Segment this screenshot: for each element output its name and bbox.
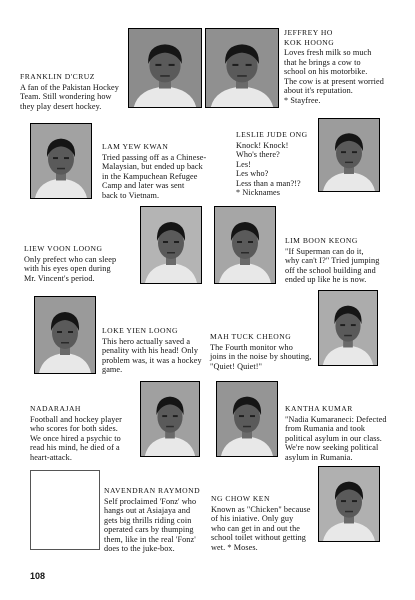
right-eye <box>169 64 175 66</box>
photo-leslie <box>318 118 380 192</box>
page-number: 108 <box>30 571 46 581</box>
entry-navendran <box>104 486 200 554</box>
caption-line: ended up like he is now. <box>285 275 367 284</box>
right-eye <box>352 151 357 153</box>
caption-line: "If Superman can do it, <box>285 246 364 256</box>
right-eye <box>351 324 356 326</box>
entry-lam <box>102 142 206 200</box>
caption-line: Only prefect who can sleep <box>24 254 117 264</box>
caption-line: "Quiet! Quiet!" <box>210 361 263 371</box>
caption-line: why can't I?" Tried jumping <box>285 256 380 265</box>
caption-line: Tried passing off as a Chinese- <box>102 152 207 162</box>
entry-liew <box>24 244 116 283</box>
photo-liew <box>140 206 202 284</box>
caption-line: political asylum in our class. <box>285 433 382 443</box>
left-eye <box>163 241 168 243</box>
mouth <box>160 75 170 77</box>
student-name: LAM YEW KWAN <box>102 142 169 151</box>
entry-mah <box>210 332 311 371</box>
caption-line: they play desert hockey. <box>20 101 102 111</box>
entry-ng <box>211 494 311 552</box>
right-eye <box>68 331 73 333</box>
portrait-image <box>35 297 95 373</box>
student-name: NG CHOW KEN <box>211 494 270 503</box>
caption-line: off the school building and <box>285 265 376 275</box>
right-eye <box>173 415 178 417</box>
entry-leslie <box>236 130 308 198</box>
left-eye <box>239 415 244 417</box>
entry-franklin <box>20 72 119 111</box>
student-name: LIM BOON KEONG <box>285 236 358 245</box>
left-eye <box>232 64 238 66</box>
caption-line: does to the juke-box. <box>104 544 175 553</box>
right-eye <box>246 64 252 66</box>
mouth <box>243 426 251 427</box>
caption-line: wet. * Moses. <box>211 542 258 552</box>
caption-line: about it's reputation. <box>284 86 353 95</box>
caption-line: game. <box>102 365 123 374</box>
caption-line: We're now seeking political <box>285 443 379 452</box>
portrait-image <box>319 119 379 191</box>
entry-kantha <box>285 404 387 462</box>
mouth <box>344 335 352 336</box>
caption-line: who can get in and out the <box>211 523 301 533</box>
caption-line: of his iniative. Only guy <box>211 514 294 523</box>
photo-loke <box>34 296 96 374</box>
student-name: LOKE YIEN LOONG <box>102 326 178 335</box>
caption-line: Who's there? <box>236 150 280 159</box>
photo-mah <box>318 290 378 366</box>
caption-line: Team. Still wondering how <box>20 92 112 101</box>
caption-line: Malaysian, but ended up back <box>102 162 203 171</box>
caption-line: Mr. Vincent's period. <box>24 273 95 283</box>
caption-line: them, like in the real 'Fonz' <box>104 534 196 544</box>
caption-line: Knock! Knock! <box>236 140 289 150</box>
student-name: KANTHA KUMAR <box>285 404 353 413</box>
caption-line: "Nadia Kumaraneci: Defected <box>285 414 387 424</box>
portrait-image <box>129 29 201 107</box>
caption-line: from Rumania and took <box>285 424 366 433</box>
caption-line: Self proclaimed 'Fonz' who <box>104 496 197 506</box>
left-eye <box>237 241 242 243</box>
caption-line: The cow is at present worried <box>284 76 384 86</box>
right-eye <box>250 415 255 417</box>
caption-line: The Fourth monitor who <box>210 342 293 352</box>
portrait-image <box>206 29 278 107</box>
photo-navendran-blank <box>30 470 100 550</box>
left-eye <box>162 415 167 417</box>
student-name: LIEW VOON LOONG <box>24 244 103 253</box>
caption-line: This hero actually saved a <box>102 336 191 346</box>
caption-line: Less than a man?!? <box>236 178 301 188</box>
caption-line: school on his motorbike. <box>284 67 368 76</box>
right-eye <box>352 500 357 502</box>
mouth <box>61 342 69 344</box>
caption-line: Camp and later was sent <box>102 181 185 190</box>
student-name: JEFFREY HO <box>284 28 333 37</box>
student-name: LESLIE JUDE ONG <box>236 130 308 139</box>
caption-line: with his eyes open during <box>24 264 111 273</box>
entry-jeffrey <box>284 28 414 105</box>
student-name: NADARAJAH <box>30 404 81 413</box>
mouth <box>345 162 353 163</box>
caption-line: who scores for both sides. <box>30 424 118 433</box>
photo-franklin <box>128 28 202 108</box>
entry-nadarajah <box>30 404 122 462</box>
portrait-image <box>217 382 277 456</box>
left-eye <box>341 500 346 502</box>
mouth <box>166 426 174 427</box>
left-eye <box>53 157 58 159</box>
left-eye <box>340 324 345 326</box>
left-eye <box>341 151 346 153</box>
left-eye <box>57 331 62 333</box>
mouth <box>237 75 247 77</box>
caption-line: * Stayfree. <box>284 95 321 105</box>
caption-line: Loves fresh milk so much <box>284 48 372 57</box>
mouth <box>345 511 353 512</box>
photo-lam <box>30 123 92 199</box>
student-name: MAH TUCK CHEONG <box>210 332 292 341</box>
caption-line: in the Kampuchean Refugee <box>102 171 198 181</box>
entry-loke <box>102 326 202 375</box>
caption-line: Known as "Chicken" because <box>211 504 311 514</box>
portrait-image <box>319 291 377 365</box>
caption-line: * Nicknames <box>236 188 281 197</box>
caption-line: operated cars by thumping <box>104 525 194 534</box>
portrait-image <box>141 207 201 283</box>
right-eye <box>248 241 253 243</box>
caption-line: back to Vietnam. <box>102 190 160 200</box>
entry-lim <box>285 236 379 285</box>
portrait-image <box>319 467 379 541</box>
caption-line: that he brings a cow to <box>284 57 361 67</box>
caption-line: asylum in Rumania. <box>285 452 353 462</box>
caption-line: gets big thrills riding coin <box>104 515 192 525</box>
student-name: NAVENDRAN RAYMOND <box>104 486 201 495</box>
caption-line: problem was, it was a hockey <box>102 355 202 365</box>
photo-jeffrey <box>205 28 279 108</box>
caption-line: read his mind, he died of a <box>30 443 120 452</box>
student-name-line2: KOK HOONG <box>284 37 335 47</box>
student-name: FRANKLIN D'CRUZ <box>20 72 95 81</box>
caption-line: Football and hockey player <box>30 414 122 424</box>
caption-line: hangs out at Asiajaya and <box>104 506 191 515</box>
caption-line: heart-attack. <box>30 452 72 462</box>
caption-line: joins in the noise by shouting, <box>210 352 312 361</box>
mouth <box>241 252 249 254</box>
caption-line: school toilet without getting <box>211 533 307 542</box>
photo-kantha <box>216 381 278 457</box>
photo-lim <box>214 206 276 284</box>
portrait-image <box>141 382 199 456</box>
mouth <box>167 252 175 254</box>
portrait-image <box>31 124 91 198</box>
caption-line: We once hired a psychic to <box>30 433 121 443</box>
right-eye <box>64 157 69 159</box>
photo-nadarajah <box>140 381 200 457</box>
mouth <box>57 168 65 169</box>
caption-line: A fan of the Pakistan Hockey <box>20 82 119 92</box>
right-eye <box>174 241 179 243</box>
photo-ng <box>318 466 380 542</box>
caption-line: Les who? <box>236 169 269 178</box>
caption-line: Les! <box>236 159 251 169</box>
left-eye <box>155 64 161 66</box>
caption-line: penality with his head! Only <box>102 346 199 355</box>
portrait-image <box>215 207 275 283</box>
